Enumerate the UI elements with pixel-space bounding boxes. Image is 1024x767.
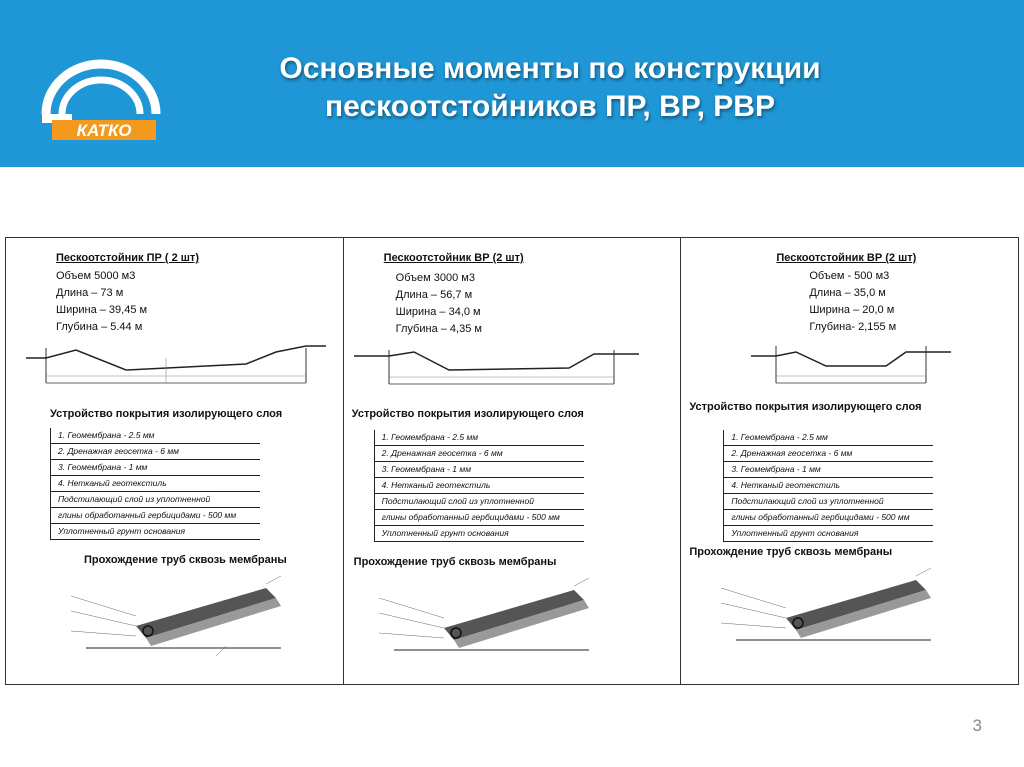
layer-item: Уплотненный грунт основания xyxy=(723,526,933,542)
layer-item: 4. Нетканый геотекстиль xyxy=(50,476,260,492)
pipes-title: Прохождение труб сквозь мембраны xyxy=(84,554,287,566)
spec-width: Ширина – 34,0 м xyxy=(395,306,481,318)
layer-item: 1. Геомембрана - 2.5 мм xyxy=(723,430,933,446)
spec-depth: Глубина- 2,155 м xyxy=(809,321,897,333)
spec-depth: Глубина – 5.44 м xyxy=(56,321,143,333)
pipe-detail-drawing xyxy=(716,568,956,658)
title-line-1: Основные моменты по конструкции xyxy=(279,52,821,85)
layer-item: глины обработанный гербицидами - 500 мм xyxy=(723,510,933,526)
layers-title: Устройство покрытия изолирующего слоя xyxy=(351,408,584,420)
layer-item: 3. Геомембрана - 1 мм xyxy=(723,462,933,478)
layer-item: 2. Дренажная геосетка - 6 мм xyxy=(50,444,260,460)
pipe-detail-drawing xyxy=(66,576,286,668)
panel-title: Пескоотстойник ВР (2 шт) xyxy=(776,252,917,264)
layer-item: Уплотненный грунт основания xyxy=(374,526,584,542)
layer-item: 2. Дренажная геосетка - 6 мм xyxy=(374,446,584,462)
panel-vr xyxy=(344,238,682,684)
layer-item: 3. Геомембрана - 1 мм xyxy=(374,462,584,478)
pipes-title: Прохождение труб сквозь мембраны xyxy=(689,546,893,558)
panel-rvr xyxy=(681,238,1018,684)
panel-specs xyxy=(56,268,147,336)
cross-section-drawing xyxy=(349,342,669,392)
layer-item: Подстилающий слой из уплотненной xyxy=(374,494,584,510)
panel-pr xyxy=(6,238,344,684)
cross-section-drawing xyxy=(16,338,336,393)
panel-specs xyxy=(396,270,482,338)
layer-item: Уплотненный грунт основания xyxy=(50,524,260,540)
layer-item: 2. Дренажная геосетка - 6 мм xyxy=(723,446,933,462)
cross-section-drawing xyxy=(746,338,956,390)
layer-item: 1. Геомембрана - 2.5 мм xyxy=(374,430,584,446)
page-number: 3 xyxy=(972,716,982,735)
layer-item: 3. Геомембрана - 1 мм xyxy=(50,460,260,476)
spec-volume: Объем 5000 м3 xyxy=(56,270,136,282)
spec-length: Длина – 73 м xyxy=(56,287,124,299)
layer-item: Подстилающий слой из уплотненной xyxy=(723,494,933,510)
panel-specs xyxy=(809,268,896,336)
layers-title: Устройство покрытия изолирующего слоя xyxy=(50,408,283,420)
layer-item: 4. Нетканый геотекстиль xyxy=(723,478,933,494)
spec-length: Длина – 56,7 м xyxy=(395,289,473,301)
layer-item: глины обработанный гербицидами - 500 мм xyxy=(50,508,260,524)
spec-width: Ширина – 20,0 м xyxy=(809,304,895,316)
layers-title: Устройство покрытия изолирующего слоя xyxy=(689,401,922,413)
panel-title: Пескоотстойник ВР (2 шт) xyxy=(383,252,524,264)
pipes-title: Прохождение труб сквозь мембраны xyxy=(353,556,557,568)
panel-title: Пескоотстойник ПР ( 2 шт) xyxy=(56,252,199,264)
layer-item: 1. Геомембрана - 2.5 мм xyxy=(50,428,260,444)
spec-volume: Объем 3000 м3 xyxy=(395,272,475,284)
layers-list xyxy=(723,430,933,542)
logo-text: КАТКО xyxy=(76,121,132,140)
layer-item: глины обработанный гербицидами - 500 мм xyxy=(374,510,584,526)
panels-table xyxy=(5,237,1019,685)
katko-logo xyxy=(38,56,164,140)
spec-depth: Глубина – 4,35 м xyxy=(395,323,482,335)
layer-item: 4. Нетканый геотекстиль xyxy=(374,478,584,494)
layer-item: Подстилающий слой из уплотненной xyxy=(50,492,260,508)
spec-width: Ширина – 39,45 м xyxy=(56,304,148,316)
page-title xyxy=(180,50,920,126)
layers-list xyxy=(374,430,584,542)
spec-volume: Объем - 500 м3 xyxy=(809,270,890,282)
header-bar xyxy=(0,0,1024,167)
spec-length: Длина – 35,0 м xyxy=(809,287,886,299)
layers-list xyxy=(50,428,260,540)
pipe-detail-drawing xyxy=(374,578,614,666)
title-line-2: пескоотстойников ПР, ВР, РВР xyxy=(325,90,775,123)
